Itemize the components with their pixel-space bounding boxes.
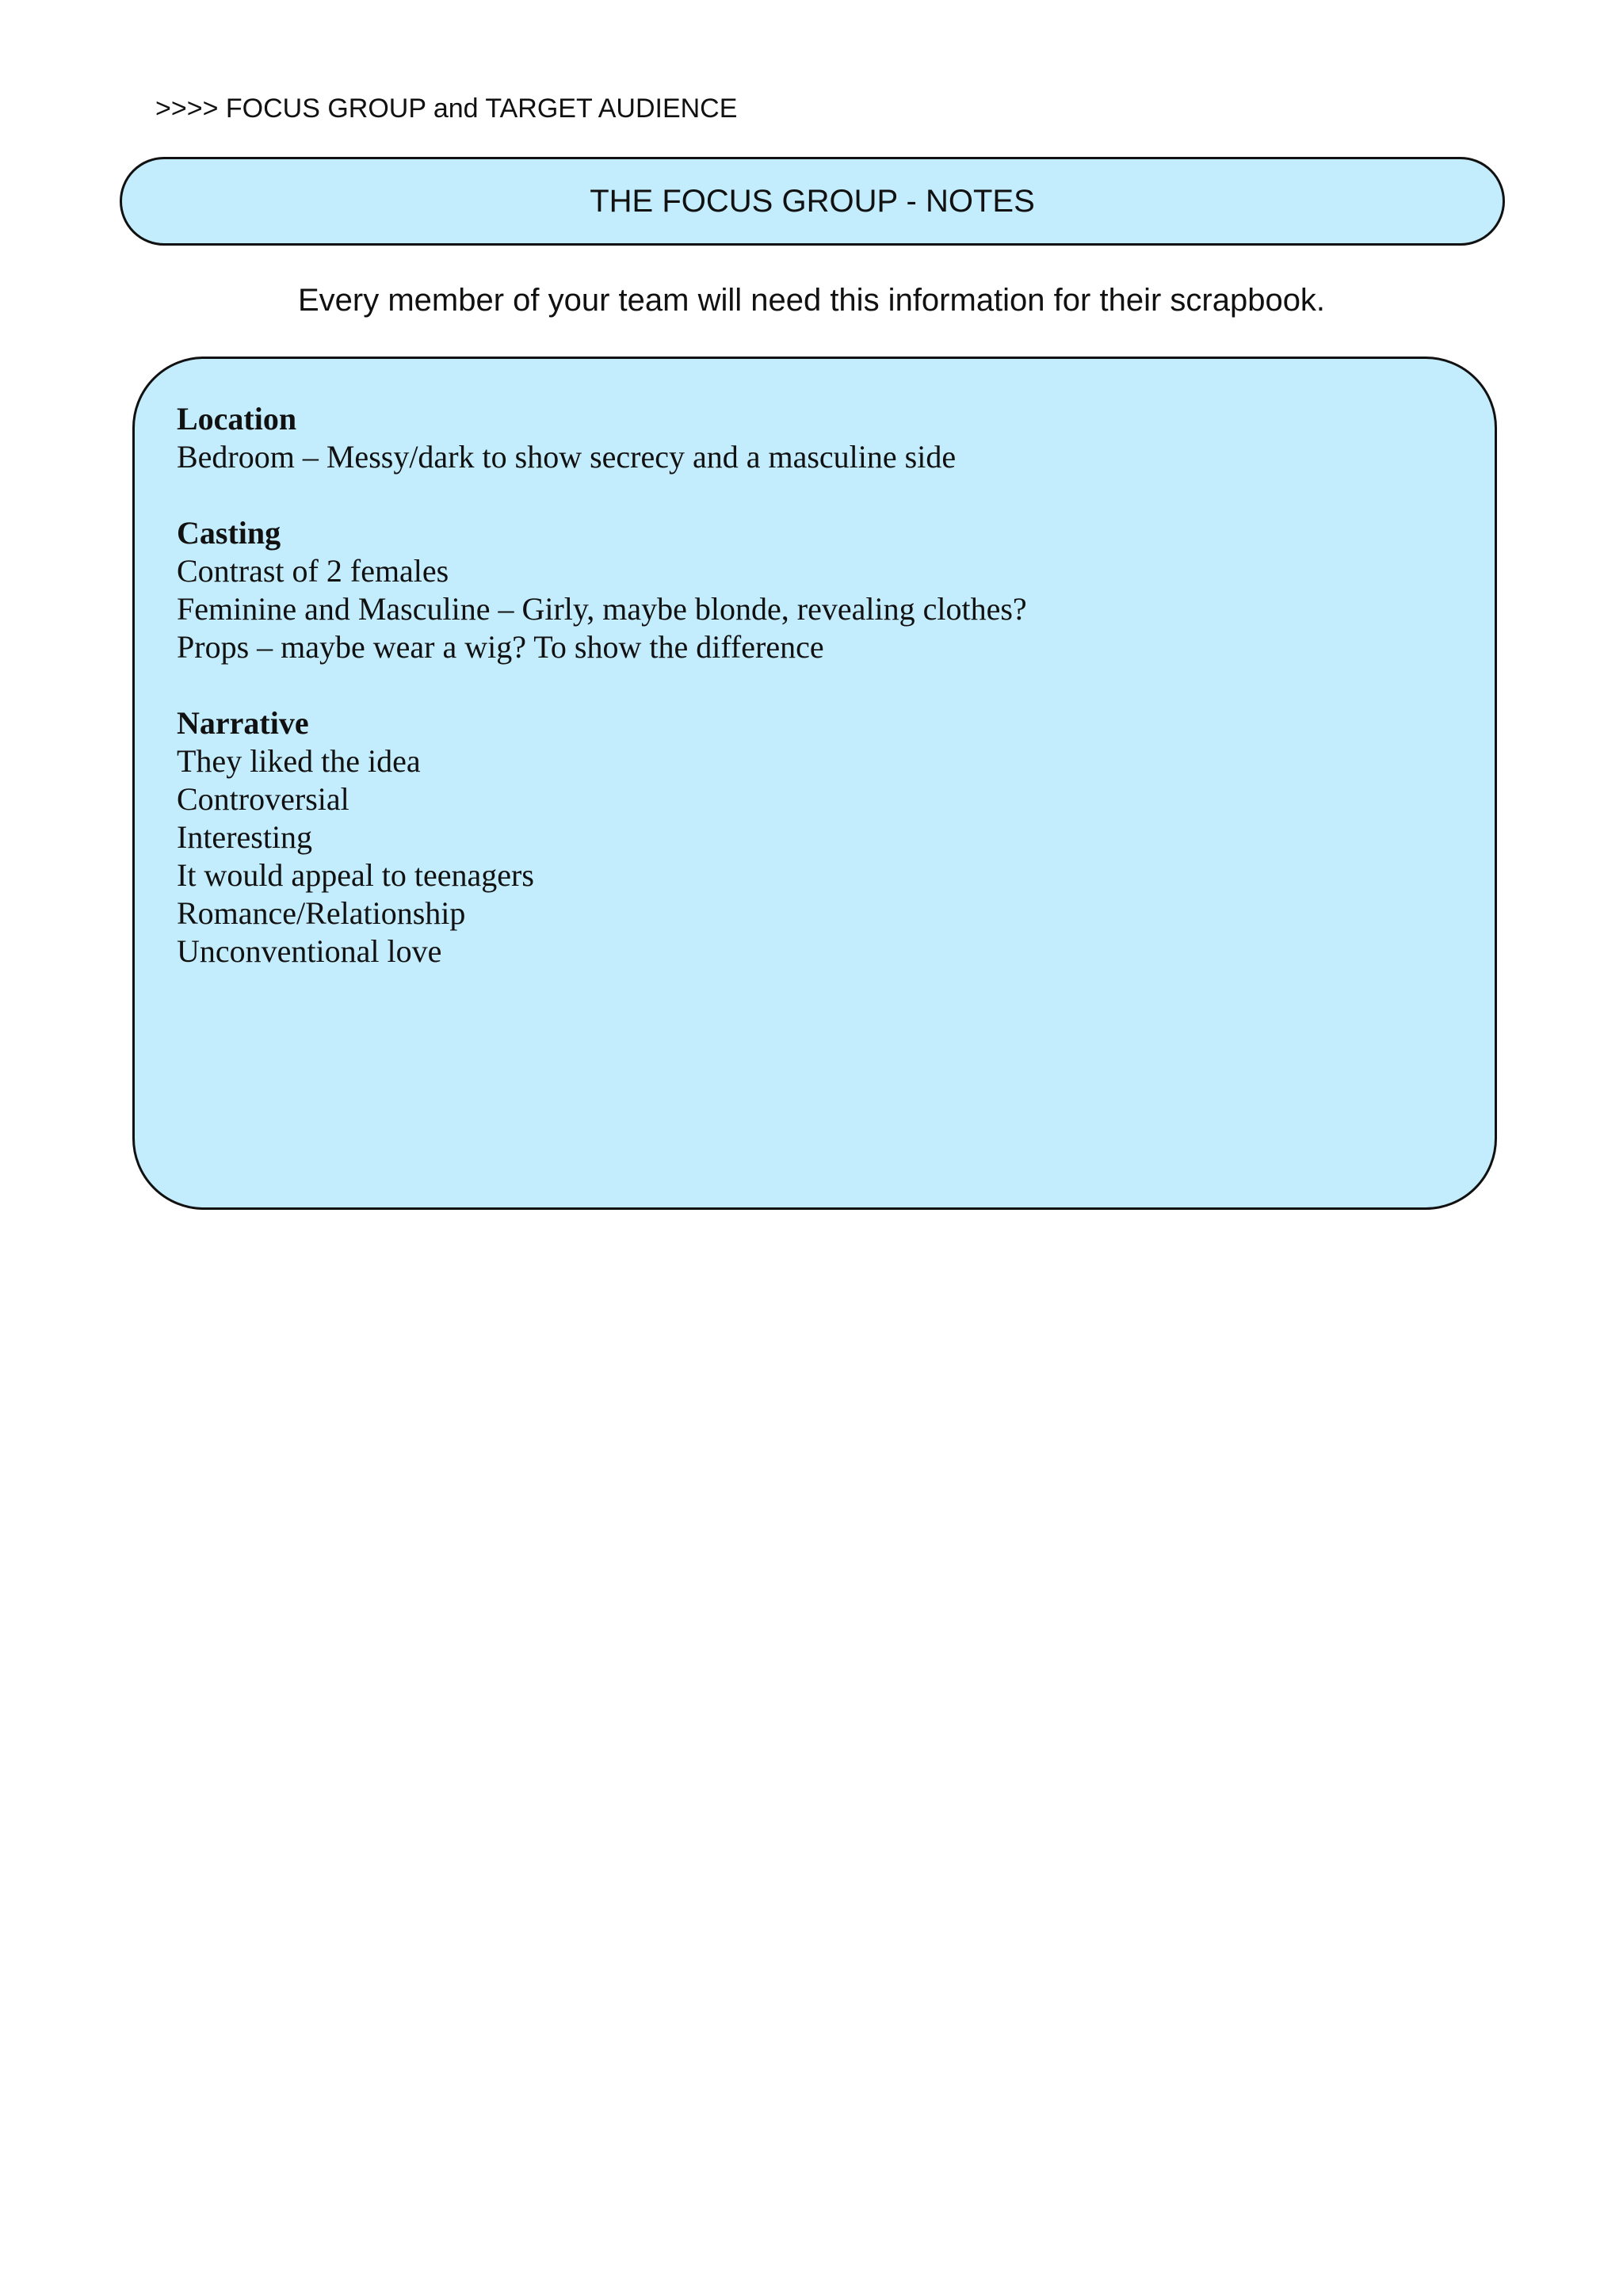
note-line: Bedroom – Messy/dark to show secrecy and a masculine side bbox=[177, 439, 957, 475]
note-line: Props – maybe wear a wig? To show the difference bbox=[177, 629, 824, 665]
note-line: Romance/Relationship bbox=[177, 895, 466, 931]
section-heading: Casting bbox=[177, 515, 281, 551]
section-heading: Narrative bbox=[177, 705, 309, 741]
notes-section-location bbox=[177, 400, 1455, 476]
notes-panel bbox=[132, 357, 1497, 1210]
note-line: Contrast of 2 females bbox=[177, 553, 449, 589]
note-line: Unconventional love bbox=[177, 933, 442, 969]
page-title: THE FOCUS GROUP - NOTES bbox=[590, 184, 1035, 219]
note-line: Feminine and Masculine – Girly, maybe blonde, revealing clothes? bbox=[177, 591, 1027, 627]
note-line: It would appeal to teenagers bbox=[177, 857, 534, 893]
notes-section-casting bbox=[177, 514, 1455, 666]
note-line: Controversial bbox=[177, 781, 349, 817]
note-line: They liked the idea bbox=[177, 743, 421, 779]
notes-section-narrative bbox=[177, 704, 1455, 971]
section-heading: Location bbox=[177, 401, 297, 437]
page-subtitle: Every member of your team will need this information for their scrapbook. bbox=[297, 283, 1326, 318]
note-line: Interesting bbox=[177, 819, 313, 855]
breadcrumb: >>>> FOCUS GROUP and TARGET AUDIENCE bbox=[155, 93, 738, 124]
title-banner bbox=[120, 157, 1505, 246]
